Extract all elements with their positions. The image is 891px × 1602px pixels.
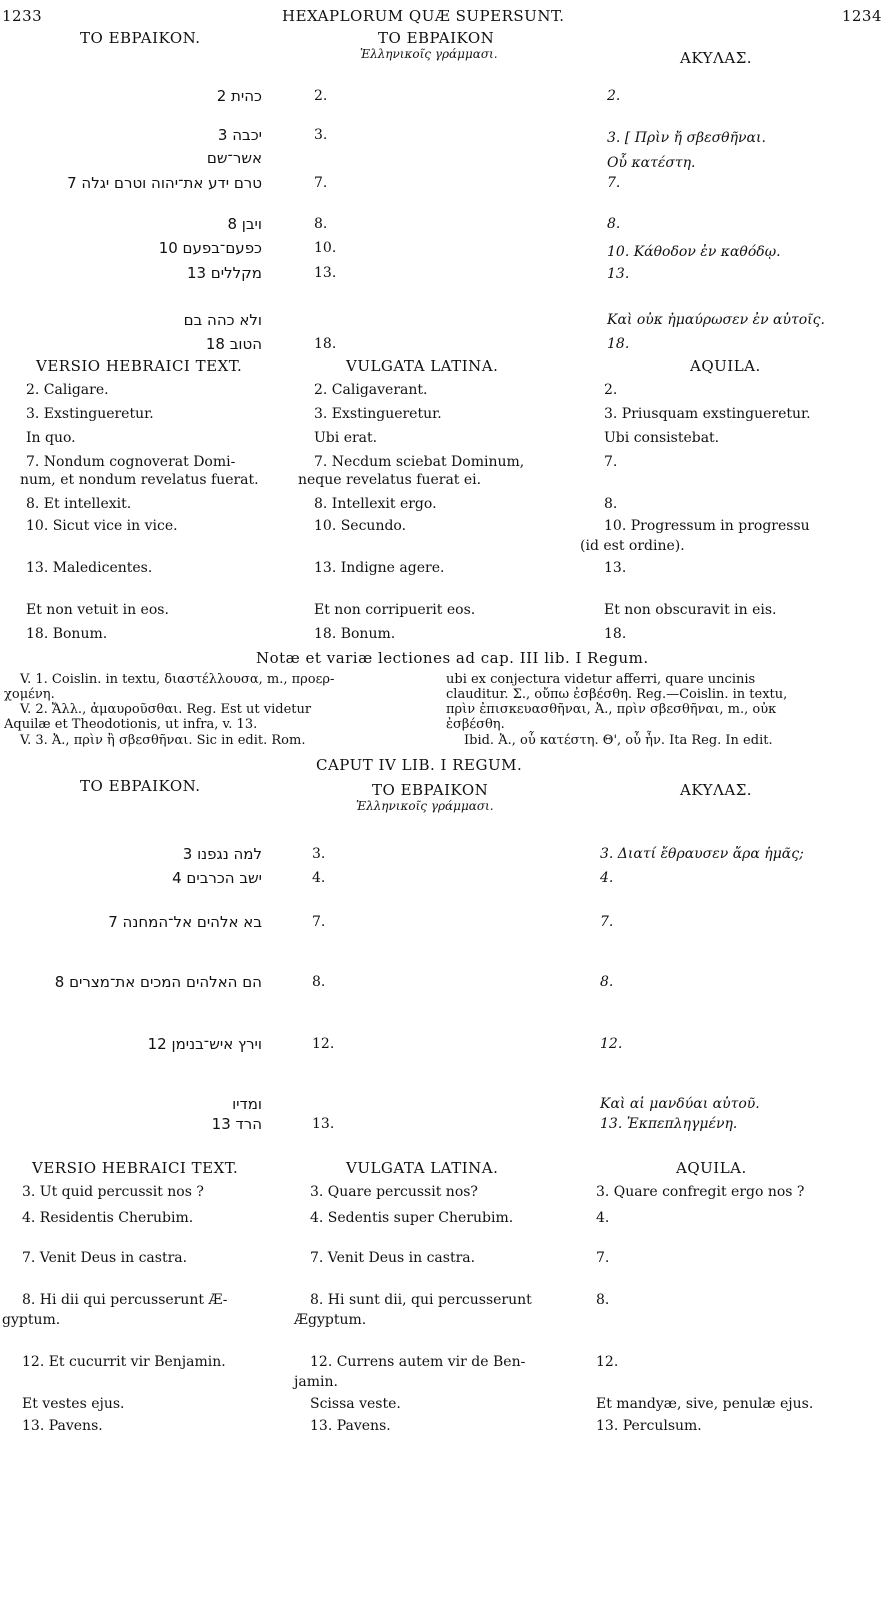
versio-line: 3. Ut quid percussit nos ? [22, 1184, 204, 1200]
translit-verse-number: 8. [312, 974, 326, 990]
hebrew-line: ולא כהה בם [183, 311, 262, 329]
versio-line: 13. Pavens. [22, 1418, 103, 1434]
translit-verse-number: 12. [312, 1036, 335, 1052]
aquila-latin-line: Et mandyæ, sive, penulæ ejus. [596, 1396, 814, 1412]
hebrew-line: כהית 2 [216, 87, 262, 105]
aquila-greek-line: 7. [607, 175, 621, 191]
vulgata-line: neque revelatus fuerat ei. [298, 472, 482, 488]
vulgata-line: Scissa veste. [310, 1396, 401, 1412]
note-line-left: V. 2. Ἄλλ., ἀμαυροῦσθαι. Reg. Est ut videtur [20, 702, 312, 717]
vulgata-line: 3. Exstingueretur. [314, 406, 442, 422]
versio-line: 18. Bonum. [26, 626, 108, 642]
versio-line: 2. Caligare. [26, 382, 109, 398]
versio-line: 4. Residentis Cherubim. [22, 1210, 194, 1226]
page-number-left: 1233 [2, 7, 43, 25]
hebrew-line: למה נגפנו 3 [182, 845, 262, 863]
translit-column-subheading: Ἑλληνικοῖς γράμμασι. [356, 799, 494, 813]
translit-column-heading: TO EBPAIKON [378, 29, 495, 47]
note-line-left: V. 1. Coislin. in textu, διαστέλλουσα, m., προερ- [20, 672, 335, 687]
translit-verse-number: 7. [312, 914, 326, 930]
aquila-latin-line: (id est ordine). [580, 538, 685, 554]
translit-verse-number: 3. [312, 846, 326, 862]
aquila-greek-line: 8. [600, 974, 614, 990]
aquila-greek-line: Καὶ αἱ μανδύαι αὐτοῦ. [600, 1096, 760, 1112]
aquila-greek-line: Οὗ κατέστη. [607, 155, 696, 171]
vulgata-line: Ubi erat. [314, 430, 378, 446]
hebrew-line: יכבה 3 [217, 126, 262, 144]
versio-line: 12. Et cucurrit vir Benjamin. [22, 1354, 226, 1370]
running-title: HEXAPLORUM QUÆ SUPERSUNT. [282, 7, 565, 25]
vulgata-line: 12. Currens autem vir de Ben- [310, 1354, 526, 1370]
versio-line: 7. Venit Deus in castra. [22, 1250, 188, 1266]
aquila-greek-line: 2. [607, 88, 621, 104]
aquila-latin-line: 3. Quare confregit ergo nos ? [596, 1184, 805, 1200]
versio-line: Et non vetuit in eos. [26, 602, 169, 618]
note-line-right: ἐσβέσθη. [446, 717, 505, 732]
vulgata-line: Et non corripuerit eos. [314, 602, 476, 618]
aquila-latin-line: 8. [604, 496, 618, 512]
translit-verse-number: 3. [314, 127, 328, 143]
translit-verse-number: 13. [312, 1116, 335, 1132]
hebrew-line: ומדיו [232, 1095, 262, 1113]
hebrew-line: טרם ידע את־יהוה וטרם יגלה 7 [67, 174, 262, 192]
aquila-column-heading: AKYΛAΣ. [680, 781, 753, 799]
hebrew-line: אשר־שם [206, 149, 262, 167]
versio-line: num, et nondum revelatus fuerat. [20, 472, 259, 488]
aquila-latin-line: 8. [596, 1292, 610, 1308]
aquila-latin-line: Et non obscuravit in eis. [604, 602, 777, 618]
versio-heading: VERSIO HEBRAICI TEXT. [36, 357, 243, 375]
aquila-greek-line: 8. [607, 216, 621, 232]
aquila-latin-line: 3. Priusquam exstingueretur. [604, 406, 811, 422]
hebrew-line: מקללים 13 [186, 264, 262, 282]
aquila-latin-line: 13. Perculsum. [596, 1418, 702, 1434]
hebrew-line: וירץ איש־בנימן 12 [147, 1035, 262, 1053]
note-line-right: πρὶν ἐπισκευασθῆναι, Ἀ., πρὶν σβεσθῆναι, m., οὐκ [446, 702, 777, 717]
vulgata-line: jamin. [294, 1374, 338, 1390]
vulgata-heading: VULGATA LATINA. [346, 1159, 499, 1177]
aquila-latin-line: Ubi consistebat. [604, 430, 720, 446]
aquila-greek-line: 4. [600, 870, 614, 886]
aquila-latin-line: 18. [604, 626, 627, 642]
vulgata-line: 8. Intellexit ergo. [314, 496, 437, 512]
aquila-greek-line: 7. [600, 914, 614, 930]
hebrew-column-heading: TO EBPAIKON. [80, 29, 201, 47]
translit-verse-number: 13. [314, 265, 337, 281]
vulgata-line: 13. Indigne agere. [314, 560, 445, 576]
hebrew-line: ישב הכרבים 4 [172, 869, 262, 887]
hebrew-line: בא אלהים אל־המחנה 7 [108, 913, 262, 931]
note-line-right: ubi ex conjectura videtur afferri, quare uncinis [446, 672, 756, 687]
versio-line: 8. Hi dii qui percusserunt Æ- [22, 1292, 228, 1308]
aquila-greek-line: 10. Κάθοδον ἐν καθόδῳ. [607, 244, 781, 260]
translit-verse-number: 18. [314, 336, 337, 352]
aquila-greek-line: 3. [ Πρὶν ἤ σβεσθῆναι. [607, 130, 766, 146]
aquila-latin-line: 7. [604, 454, 618, 470]
versio-line: 3. Exstingueretur. [26, 406, 154, 422]
aquila-latin-heading: AQUILA. [676, 1159, 747, 1177]
translit-verse-number: 7. [314, 175, 328, 191]
versio-line: 8. Et intellexit. [26, 496, 132, 512]
versio-line: 7. Nondum cognoverat Domi- [26, 454, 236, 470]
versio-line: Et vestes ejus. [22, 1396, 125, 1412]
hebrew-column-heading: TO EBPAIKON. [80, 777, 201, 795]
page-number-right: 1234 [841, 7, 882, 25]
aquila-latin-line: 13. [604, 560, 627, 576]
vulgata-line: 18. Bonum. [314, 626, 396, 642]
translit-verse-number: 8. [314, 216, 328, 232]
aquila-latin-line: 4. [596, 1210, 610, 1226]
aquila-greek-line: 12. [600, 1036, 623, 1052]
note-line-right: clauditur. Σ., οὔπω ἐσβέσθη. Reg.—Coislin. in textu, [446, 687, 788, 702]
aquila-latin-line: 10. Progressum in progressu [604, 518, 810, 534]
note-line-left: V. 3. Ἀ., πρὶν ἢ σβεσθῆναι. Sic in edit. Rom. [20, 733, 306, 748]
vulgata-line: 13. Pavens. [310, 1418, 391, 1434]
versio-line: In quo. [26, 430, 76, 446]
aquila-column-heading: AKYΛAΣ. [680, 49, 753, 67]
note-line-right: Ibid. Ἀ., οὗ κατέστη. Θ', οὗ ἦν. Ita Reg. In edit. [464, 733, 773, 748]
aquila-latin-line: 12. [596, 1354, 619, 1370]
versio-heading: VERSIO HEBRAICI TEXT. [32, 1159, 239, 1177]
note-line-left: Aquilæ et Theodotionis, ut infra, v. 13. [4, 717, 258, 732]
vulgata-heading: VULGATA LATINA. [346, 357, 499, 375]
notes-title: Notæ et variæ lectiones ad cap. III lib. I Regum. [256, 649, 649, 667]
translit-column-heading: TO EBPAIKON [372, 781, 489, 799]
vulgata-line: 3. Quare percussit nos? [310, 1184, 478, 1200]
vulgata-line: 4. Sedentis super Cherubim. [310, 1210, 514, 1226]
aquila-latin-line: 7. [596, 1250, 610, 1266]
aquila-greek-line: 13. [607, 266, 630, 282]
translit-verse-number: 10. [314, 240, 337, 256]
hebrew-line: כפעם־בפעם 10 [158, 239, 262, 257]
note-line-left: χομένη. [4, 687, 55, 702]
aquila-greek-line: 13. Ἐκπεπληγμένη. [600, 1116, 738, 1132]
aquila-latin-heading: AQUILA. [690, 357, 761, 375]
hebrew-line: ויבן 8 [227, 215, 262, 233]
hebrew-line: הרד 13 [211, 1115, 262, 1133]
vulgata-line: 7. Necdum sciebat Dominum, [314, 454, 525, 470]
translit-verse-number: 4. [312, 870, 326, 886]
translit-column-subheading: Ἑλληνικοῖς γράμμασι. [360, 47, 498, 61]
caput-heading: CAPUT IV LIB. I REGUM. [316, 756, 523, 774]
versio-line: 10. Sicut vice in vice. [26, 518, 178, 534]
aquila-greek-line: 3. Διατί ἔθραυσεν ἄρα ἡμᾶς; [600, 846, 804, 862]
hebrew-line: הטוב 18 [205, 335, 262, 353]
vulgata-line: 10. Secundo. [314, 518, 407, 534]
vulgata-line: 7. Venit Deus in castra. [310, 1250, 476, 1266]
versio-line: 13. Maledicentes. [26, 560, 153, 576]
aquila-greek-line: Καὶ οὐκ ἠμαύρωσεν ἐν αὐτοῖς. [607, 312, 825, 328]
vulgata-line: 2. Caligaverant. [314, 382, 428, 398]
translit-verse-number: 2. [314, 88, 328, 104]
versio-line: gyptum. [2, 1312, 61, 1328]
aquila-latin-line: 2. [604, 382, 618, 398]
aquila-greek-line: 18. [607, 336, 630, 352]
hebrew-line: הם האלהים המכים את־מצרים 8 [54, 973, 262, 991]
vulgata-line: 8. Hi sunt dii, qui percusserunt [310, 1292, 532, 1308]
vulgata-line: Ægyptum. [294, 1312, 367, 1328]
